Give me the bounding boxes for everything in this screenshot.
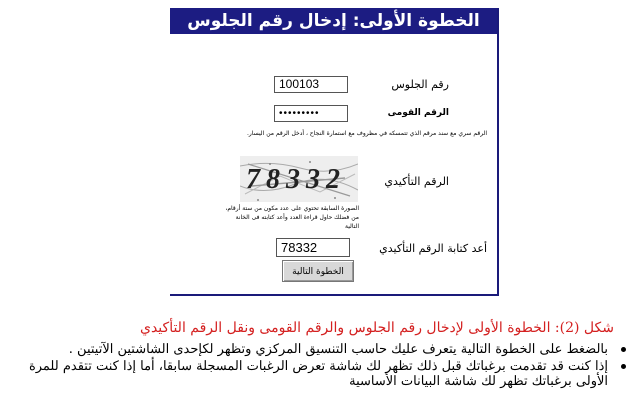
- national-id-label: الرقم القومى: [387, 108, 449, 118]
- seat-number-label: رقم الجلوس: [391, 78, 449, 91]
- panel-title: الخطوة الأولى: إدخال رقم الجلوس: [170, 8, 497, 34]
- captcha-note-3: التالية: [345, 223, 359, 230]
- bullet-text: بالضغط على الخطوة التالية يتعرف عليك حاسب التنسيق المركزي وتظهر لكإحدى الشاشتين الآتيتين .: [68, 342, 608, 357]
- captcha-text: 78332: [246, 164, 346, 195]
- captcha-note-2: من فضلك حاول قراءة العدد وأعد كتابته فى الخانة: [235, 214, 359, 221]
- bullet-icon: [621, 347, 626, 352]
- figure-caption: شكل (2): الخطوة الأولى لإدخال رقم الجلوس والرقم القومى ونقل الرقم التأكيدي: [140, 320, 614, 336]
- bullet-list: [10, 342, 626, 391]
- bullet-icon: [621, 364, 626, 369]
- next-step-button[interactable]: الخطوة التالية: [282, 260, 354, 282]
- note-text: الرقم سري مع سند مرقم الذي تتمسكه في مظروف مع استمارة النجاح ، أدخل الرقم من اليسار.: [247, 130, 487, 137]
- seat-number-input[interactable]: 100103: [274, 76, 348, 93]
- retype-captcha-input[interactable]: 78332: [276, 238, 350, 257]
- national-id-input[interactable]: •••••••••: [274, 105, 348, 122]
- captcha-note-1: الصورة السابقة تحتوي على عدد مكون من ستة أرقام،: [225, 205, 359, 212]
- list-item: [10, 359, 626, 389]
- retype-captcha-label: أعد كتابة الرقم التأكيدي: [379, 242, 487, 255]
- list-item: [10, 342, 626, 357]
- captcha-label: الرقم التأكيدي: [384, 175, 449, 188]
- login-panel: [170, 8, 499, 296]
- bullet-text: إذا كنت قد تقدمت برغباتك قبل ذلك تظهر لك شاشة تعرض الرغبات المسجلة سابقا، أما إذا كنت تتقدم للمرة الأولى برغباتك تظهر لك شاشة البيانات الأساسية: [28, 359, 608, 389]
- captcha-image: [240, 156, 358, 202]
